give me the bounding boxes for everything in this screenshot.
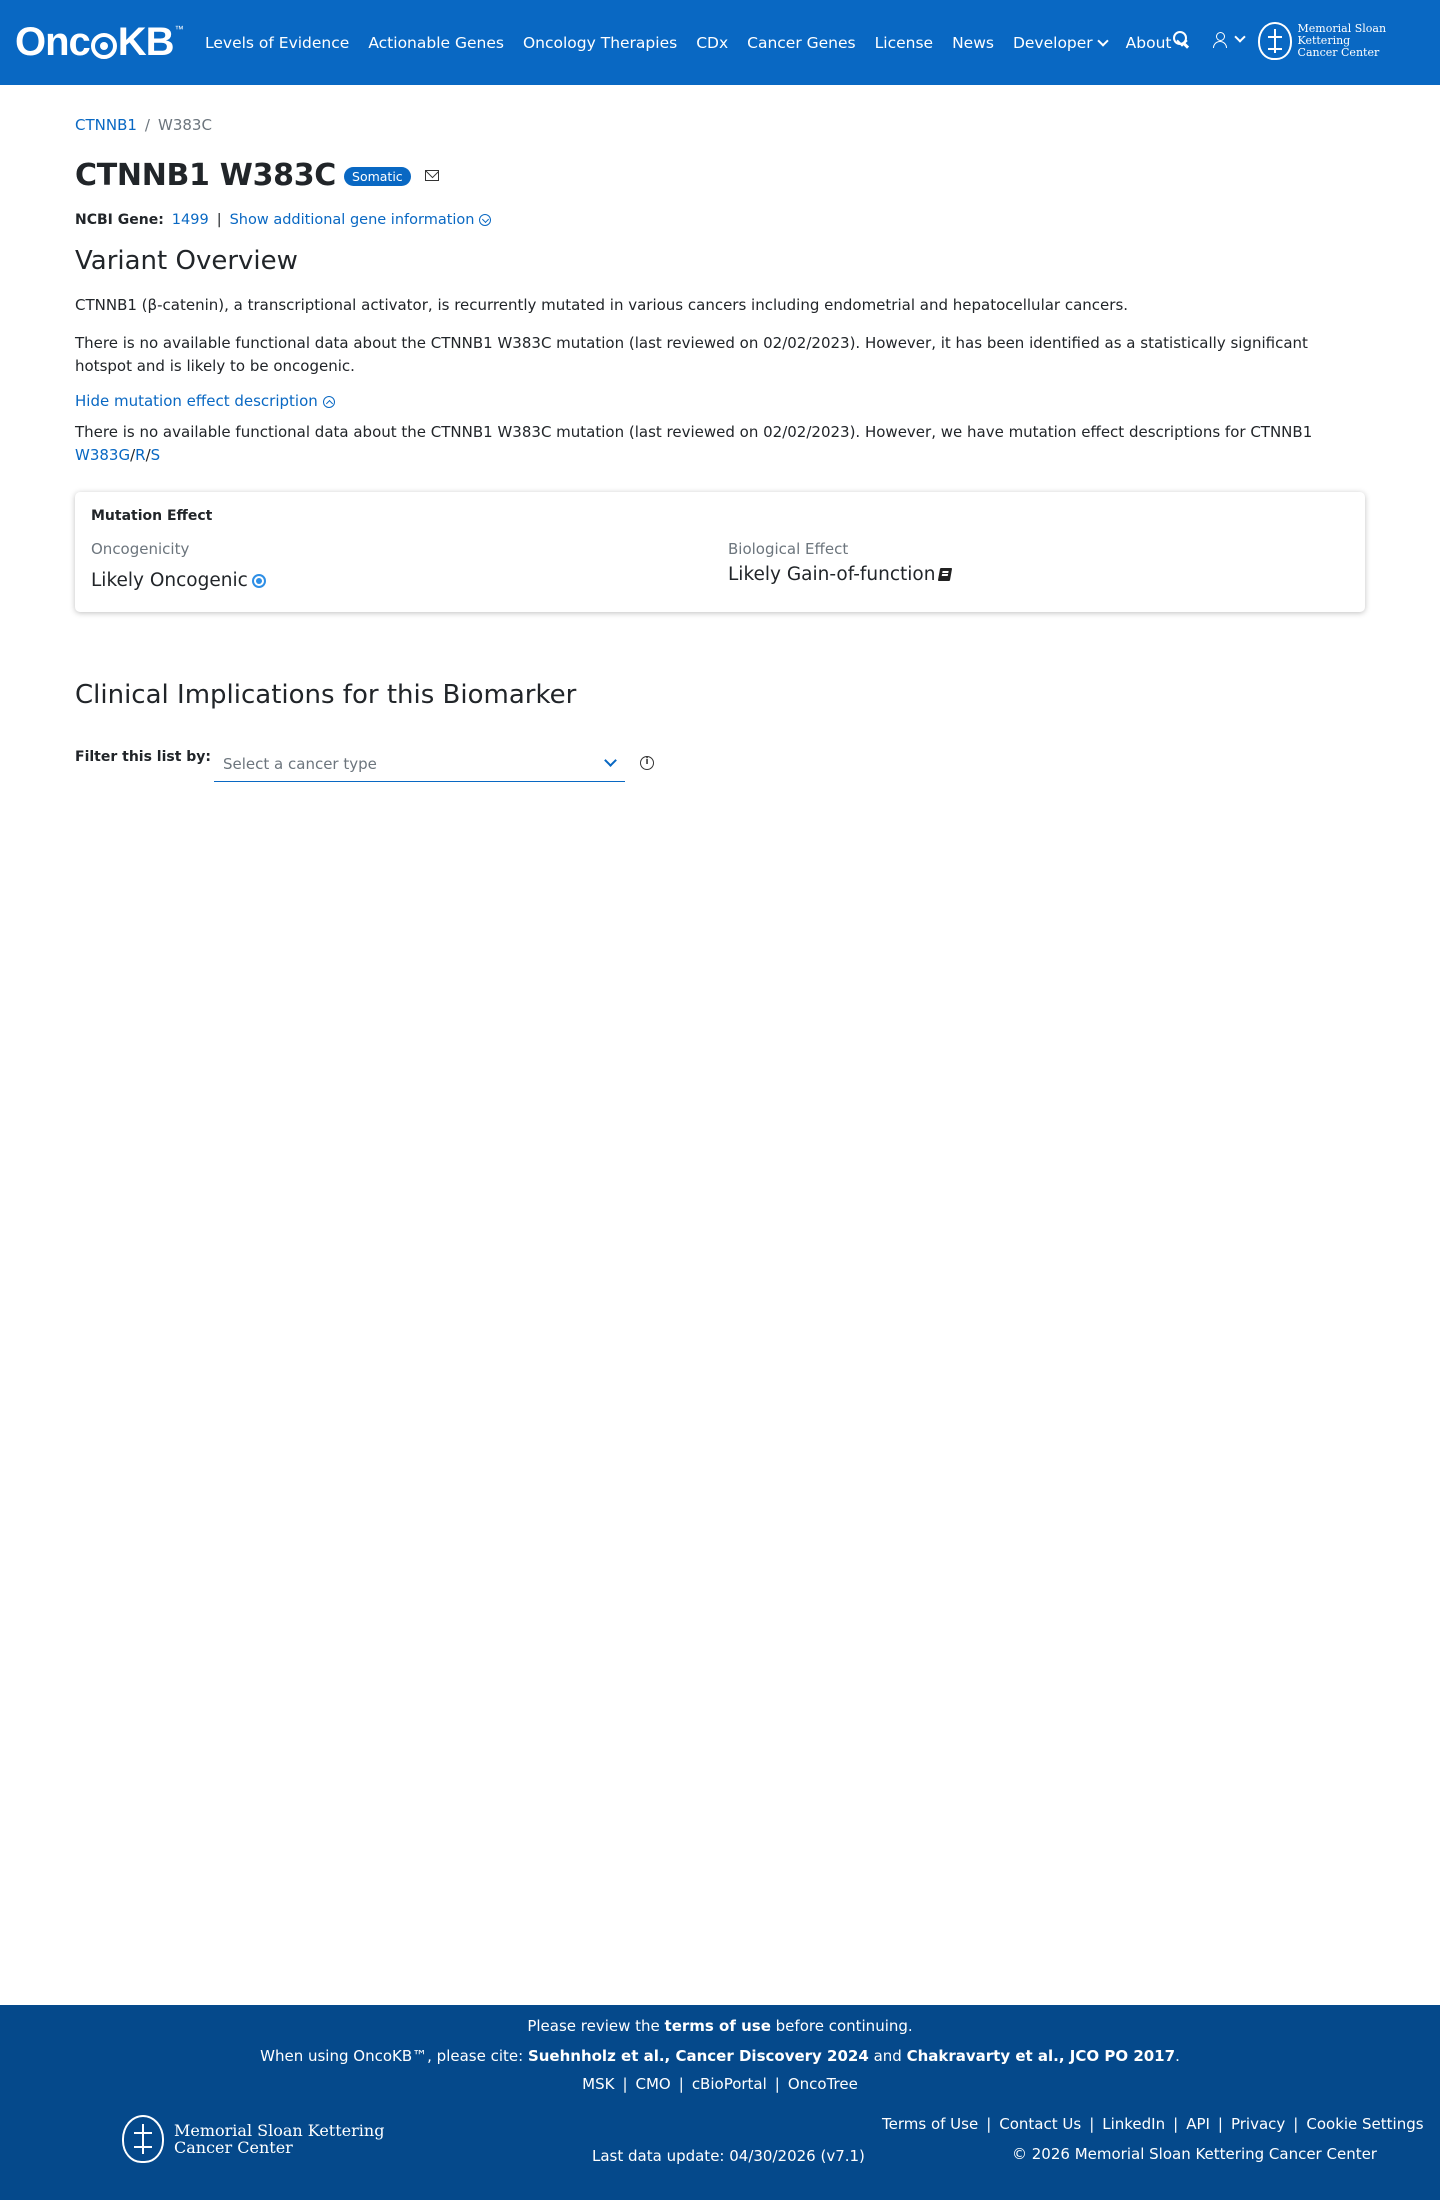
footer-legal-links [882,2115,1424,2133]
footer-resource-links [0,2075,1440,2093]
mutation-effect-description [75,421,1365,467]
msk-line2: Cancer Center [1297,46,1380,59]
link-cmo[interactable]: CMO [635,2075,671,2093]
separator: | [1217,2115,1223,2133]
msk-logo-icon [122,2115,164,2163]
link-oncotree[interactable]: OncoTree [787,2075,858,2093]
separator: | [986,2115,992,2133]
link-cookie-settings[interactable]: Cookie Settings [1306,2115,1424,2133]
nav-license[interactable]: License [874,33,934,52]
link-msk[interactable]: MSK [582,2075,615,2093]
separator: | [774,2075,780,2093]
variant-summary: There is no available functional data about the CTNNB1 W383C mutation (last reviewed on 02/02/2023). However, it has been identified as a statistically significant hotspot and is likely to be oncogenic. [75,334,1308,375]
alt-slash: / [145,446,151,464]
citation-notice [0,2047,1440,2065]
alt-link-s[interactable]: S [150,446,161,464]
hide-mutation-effect-toggle[interactable] [75,392,335,410]
cite-link-suehnholz[interactable]: Suehnholz et al., Cancer Discovery 2024 [527,2047,869,2065]
cite-pre: When using OncoKB™, please cite: [260,2047,528,2065]
cancer-type-placeholder: Select a cancer type [223,754,377,773]
likely-oncogenic-icon[interactable] [252,574,266,588]
terms-pre: Please review the [527,2017,665,2035]
oncokb-logo[interactable] [15,20,183,64]
breadcrumb-separator: / [144,116,150,134]
cite-end: . [1175,2047,1180,2065]
msk-logo-icon [1258,22,1292,60]
nav-about-label: About [1125,33,1172,52]
ncbi-gene-link[interactable]: 1499 [171,212,209,228]
msk-footer-logo[interactable] [122,2115,384,2163]
breadcrumb [75,116,212,134]
top-navbar [0,0,1440,85]
nav-actionable-genes[interactable]: Actionable Genes [368,33,504,52]
msk-logo-text [1298,23,1440,59]
header-icons [1172,30,1244,48]
logo-text-kb: KB [117,19,174,64]
separator: | [1293,2115,1299,2133]
variant-overview-heading: Variant Overview [75,246,298,276]
biological-effect-text: Likely Gain-of-function [728,564,936,585]
logo-ring-icon [91,33,117,59]
show-gene-info-label: Show additional gene information [229,212,475,228]
nav-news[interactable]: News [952,33,994,52]
nav-developer-dropdown[interactable] [1013,34,1107,52]
nav-oncology-therapies[interactable]: Oncology Therapies [522,33,678,52]
gene-info-separator: | [216,212,222,228]
link-api[interactable]: API [1186,2115,1210,2133]
alt-link-w383g[interactable]: W383G [75,446,131,464]
search-icon[interactable] [1172,30,1190,48]
envelope-icon[interactable] [425,170,439,181]
nav-developer-label: Developer [1012,33,1093,52]
oncogenicity-label: Oncogenicity [91,540,190,558]
cite-link-chakravarty[interactable]: Chakravarty et al., JCO PO 2017 [906,2047,1176,2065]
mutation-effect-title: Mutation Effect [91,508,213,524]
terms-of-use-link[interactable]: terms of use [664,2017,771,2035]
nav-cancer-genes[interactable]: Cancer Genes [747,33,856,52]
alt-slash: / [130,446,136,464]
filter-label: Filter this list by: [75,749,212,765]
chevron-down-icon [1097,35,1108,46]
separator: | [622,2075,628,2093]
title-row [75,158,439,193]
link-cbioportal[interactable]: cBioPortal [691,2075,767,2093]
link-contact-us[interactable]: Contact Us [999,2115,1082,2133]
separator: | [678,2075,684,2093]
last-data-update: Last data update: 04/30/2026 (v7.1) [592,2147,865,2165]
link-terms-of-use[interactable]: Terms of Use [882,2115,979,2133]
msk-line2: Cancer Center [174,2138,293,2157]
show-gene-info-toggle[interactable] [230,212,492,228]
msk-header-logo[interactable] [1258,22,1440,60]
breadcrumb-gene-link[interactable]: CTNNB1 [75,116,137,134]
somatic-badge: Somatic [344,167,411,186]
biological-effect-value [728,564,951,585]
separator: | [1089,2115,1095,2133]
hide-mutation-effect-label: Hide mutation effect description [75,392,318,410]
page-title: CTNNB1 W383C [75,158,337,193]
user-icon[interactable] [1212,30,1228,48]
terms-post: before continuing. [770,2017,913,2035]
ncbi-gene-row [75,212,491,228]
clinical-implications-heading: Clinical Implications for this Biomarker [75,680,577,710]
logo-text-onc: Onc [15,19,90,64]
logo-trademark: ™ [174,24,183,34]
mutation-effect-text: There is no available functional data about the CTNNB1 W383C mutation (last reviewed on 02/02/2023). However, we have mutation effect descriptions for CTNNB1 [75,423,1313,441]
gene-summary: CTNNB1 (β-catenin), a transcriptional activator, is recurrently mutated in various cancers including endometrial and hepatocellular cancers. [75,296,1129,314]
oncogenicity-text: Likely Oncogenic [91,570,248,591]
ncbi-gene-label: NCBI Gene: [75,212,164,228]
book-icon[interactable] [938,568,952,581]
msk-line1: Memorial Sloan Kettering [1297,22,1387,47]
copyright: © 2026 Memorial Sloan Kettering Cancer Center [1012,2145,1377,2163]
chevron-down-circle-icon [479,214,491,226]
nav-levels-of-evidence[interactable]: Levels of Evidence [205,33,350,52]
nav-cdx[interactable]: CDx [696,33,729,52]
chevron-down-icon[interactable] [1234,31,1245,42]
cite-and: and [868,2047,907,2065]
alt-link-r[interactable]: R [135,446,146,464]
msk-line1: Memorial Sloan Kettering [174,2121,385,2140]
chevron-up-circle-icon [323,396,335,408]
cancer-type-select[interactable] [214,746,625,782]
link-privacy[interactable]: Privacy [1230,2115,1286,2133]
mutation-effect-card [75,492,1365,612]
biological-effect-label: Biological Effect [728,540,849,558]
chevron-down-icon [604,754,617,767]
oncogenicity-value [91,570,266,591]
breadcrumb-variant: W383C [157,116,212,134]
main-nav [205,0,1205,85]
terms-notice [0,2017,1440,2035]
footer [0,2005,1440,2200]
msk-logo-text [174,2122,384,2156]
info-icon[interactable]: i [640,756,654,770]
separator: | [1173,2115,1179,2133]
link-linkedin[interactable]: LinkedIn [1102,2115,1166,2133]
